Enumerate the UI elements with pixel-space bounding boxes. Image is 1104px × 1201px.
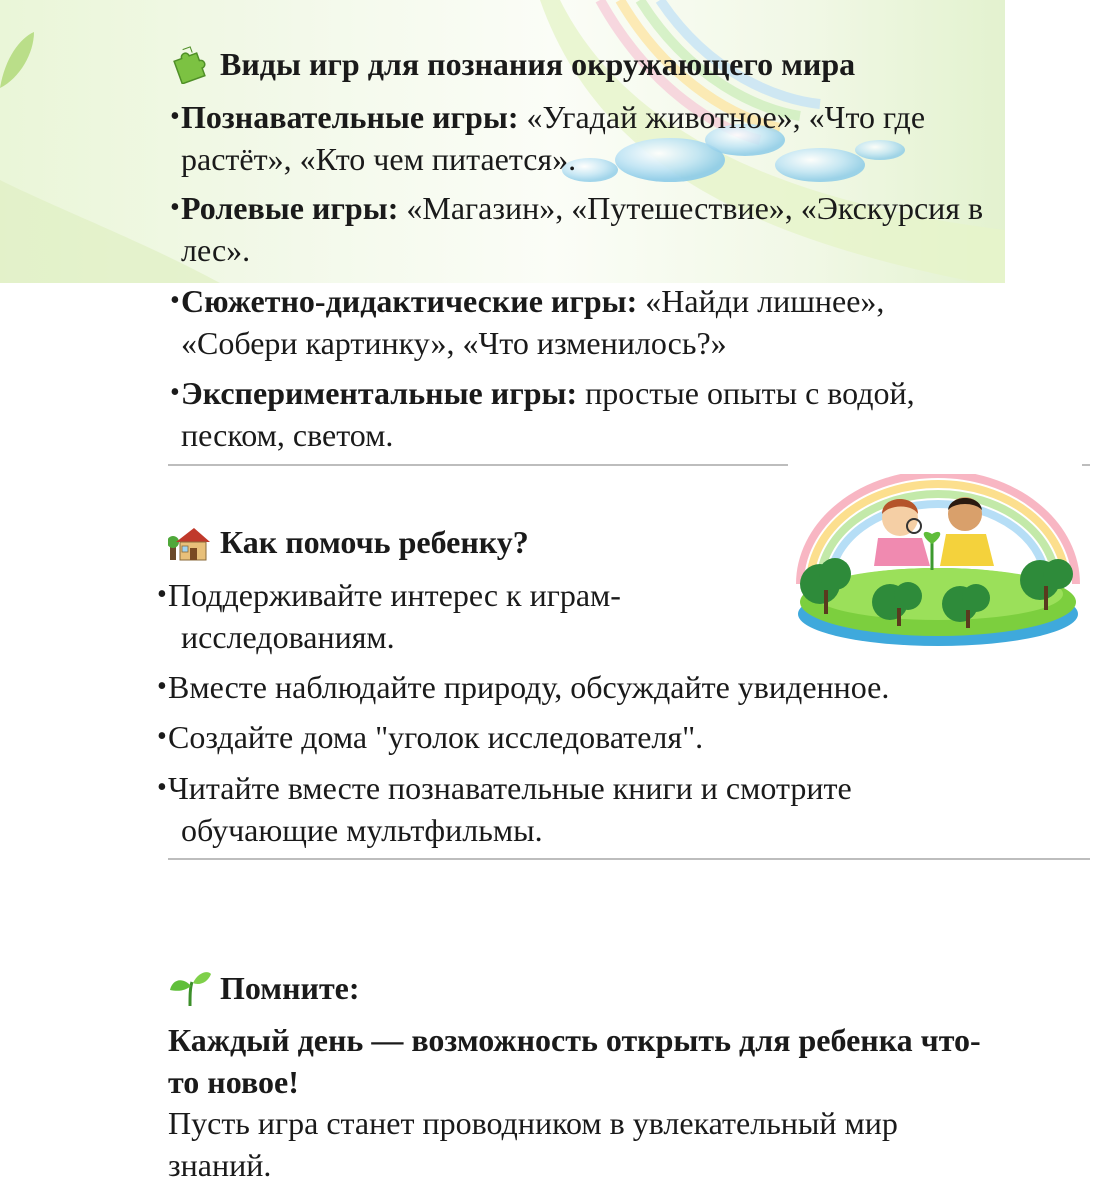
divider — [168, 464, 788, 466]
leaf-decoration — [0, 28, 40, 98]
remember-emphasis: Каждый день — возможность открыть для ребенка что- то новое! — [168, 1022, 981, 1100]
section3-title: Помните: — [220, 970, 360, 1006]
divider-tick — [1082, 464, 1090, 466]
list-item: • Читайте вместе познавательные книги и смотрите обучающие мультфильмы. — [157, 770, 852, 848]
section1-heading — [168, 44, 855, 84]
divider — [168, 858, 1090, 860]
section2-title: Как помочь ребенку? — [220, 524, 529, 560]
list-item: • Познавательные игры: «Угадай животное», «Что где растёт», «Кто чем питается». — [170, 99, 926, 177]
section2-heading — [168, 522, 529, 562]
puzzle-icon — [168, 44, 212, 84]
section1-title: Виды игр для познания окружающего мира — [220, 46, 856, 82]
list-item: • Сюжетно-дидактические игры: «Найди лишнее», «Собери картинку», «Что изменилось?» — [170, 283, 885, 361]
section3-heading — [168, 968, 360, 1008]
list-item: • Поддерживайте интерес к играм- исследованиям. — [157, 577, 621, 655]
seedling-icon — [168, 968, 212, 1008]
list-item: • Экспериментальные игры: простые опыты с водой, песком, светом. — [170, 375, 915, 453]
remember-text: Пусть игра станет проводником в увлекательный мир знаний. — [168, 1105, 898, 1183]
kids-exploring-illustration — [790, 474, 1086, 649]
house-icon — [168, 522, 212, 562]
list-item: • Вместе наблюдайте природу, обсуждайте увиденное. — [157, 669, 890, 705]
list-item: • Создайте дома "уголок исследователя". — [157, 719, 704, 755]
list-item: • Ролевые игры: «Магазин», «Путешествие», «Экскурсия в лес». — [170, 190, 984, 268]
